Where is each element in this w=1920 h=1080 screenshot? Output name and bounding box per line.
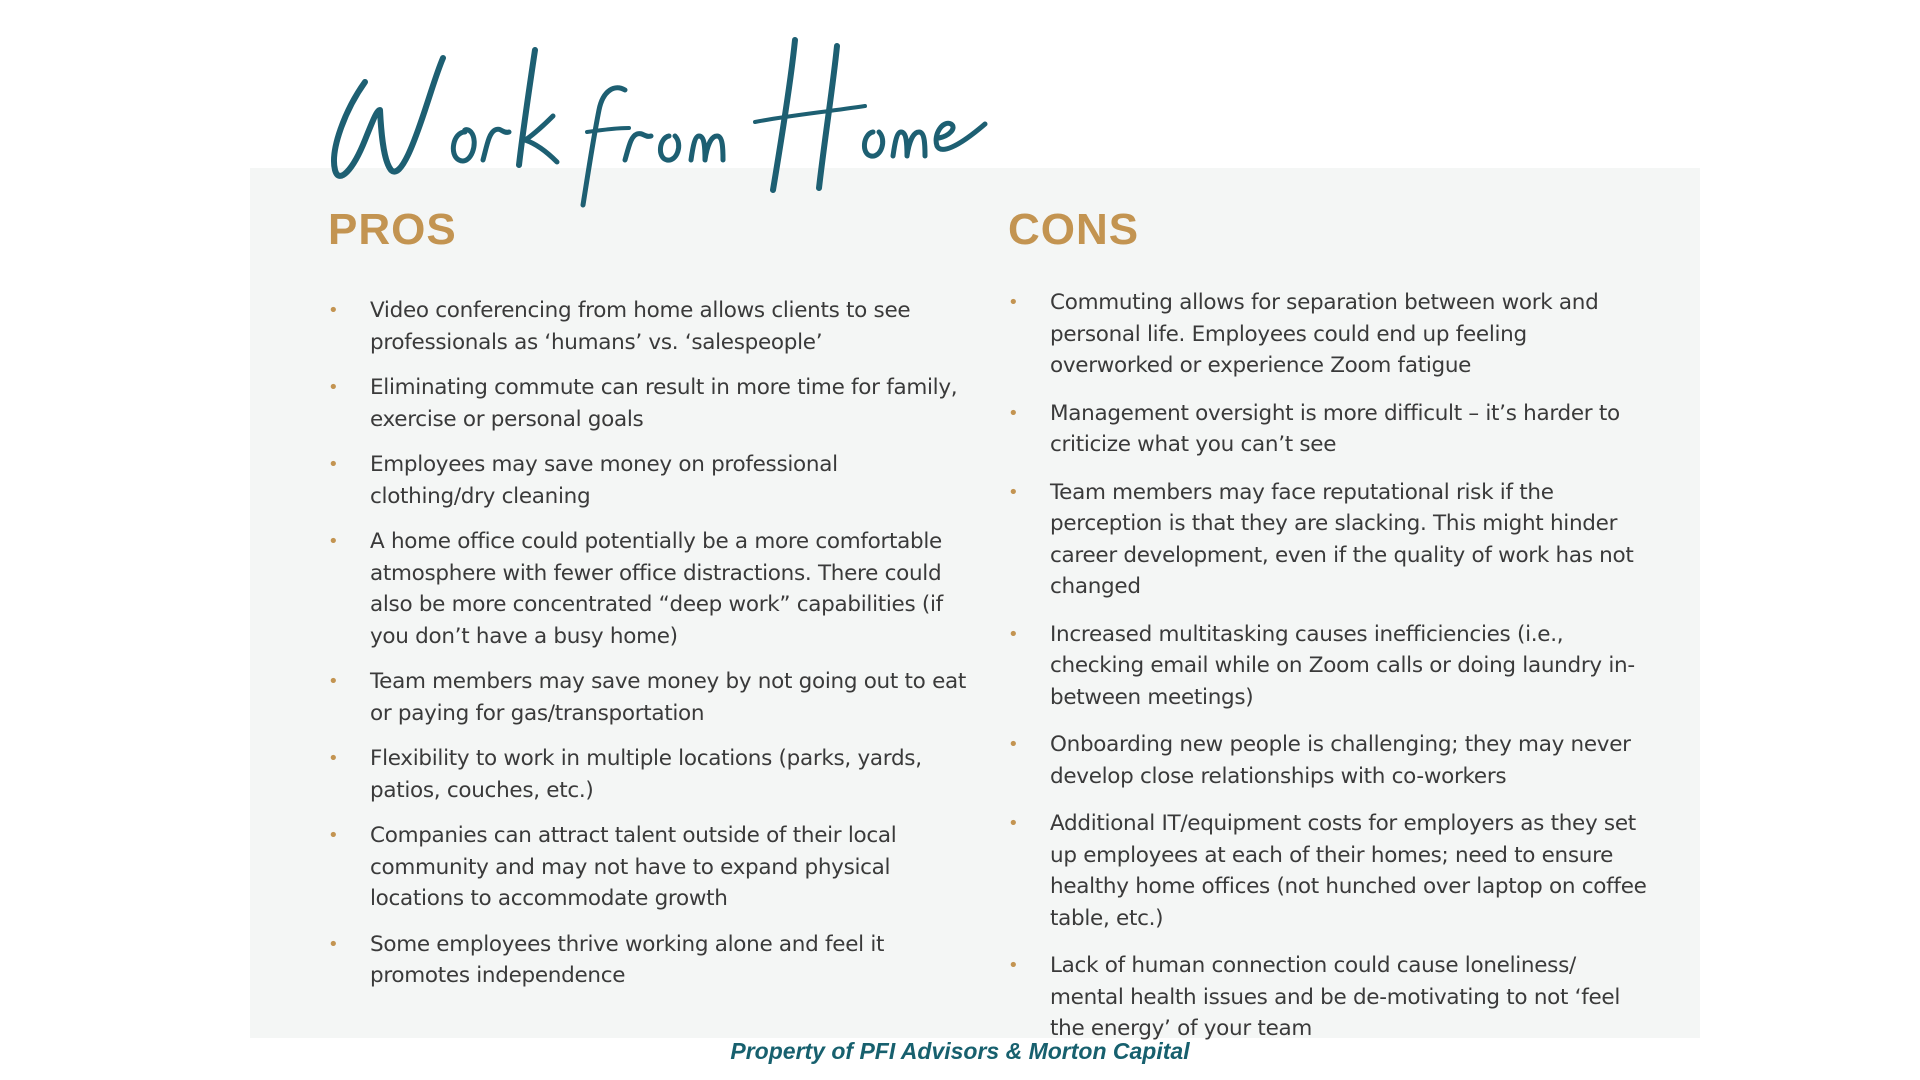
list-item-text: Team members may save money by not going out to eat or paying for gas/transportation [370, 669, 967, 726]
list-item-text: A home office could potentially be a more comfortable atmosphere with fewer office distractions. There could also be more concentrated “deep work” capabilities (if you don’t have a busy home) [370, 529, 943, 649]
list-item-text: Flexibility to work in multiple locations (parks, yards, patios, couches, etc.) [370, 746, 922, 803]
bullet-icon: • [328, 933, 339, 955]
list-item [328, 666, 968, 729]
bullet-icon: • [328, 377, 339, 398]
cons-list [1008, 287, 1648, 1045]
list-item [1008, 808, 1648, 934]
list-item-text: Additional IT/equipment costs for employers as they set up employees at each of their homes; need to ensure healthy home offices (not hunched over laptop on coffee table, etc.) [1050, 811, 1647, 931]
bullet-icon: • [328, 748, 339, 769]
bullet-icon: • [328, 671, 339, 692]
footer-attribution: Property of PFI Advisors & Morton Capital [730, 1038, 1190, 1064]
list-item-text: Some employees thrive working alone and feel it promotes independence [370, 931, 885, 988]
bullet-icon: • [1008, 734, 1019, 755]
cons-column [1008, 205, 1648, 1061]
bullet-icon: • [1008, 813, 1019, 834]
list-item-text: Management oversight is more difficult – it’s harder to criticize what you can’t see [1050, 400, 1620, 457]
bullet-icon: • [328, 454, 339, 475]
list-item [1008, 729, 1648, 792]
list-item-text: Increased multitasking causes inefficiencies (i.e., checking email while on Zoom calls or doing laundry in-between meetings) [1050, 621, 1635, 710]
bullet-icon: • [1008, 481, 1019, 503]
bullet-icon: • [1008, 292, 1019, 313]
list-item-text: Onboarding new people is challenging; they may never develop close relationships with co-workers [1050, 732, 1631, 789]
pros-list [328, 295, 968, 992]
list-item [1008, 287, 1648, 382]
script-title-lettering [325, 20, 1005, 210]
list-item-text: Eliminating commute can result in more time for family, exercise or personal goals [370, 375, 958, 432]
list-item [328, 372, 968, 435]
bullet-icon: • [1008, 955, 1019, 976]
list-item [328, 295, 968, 358]
list-item [1008, 398, 1648, 461]
list-item [328, 929, 968, 992]
pros-column [328, 205, 968, 1006]
list-item [328, 526, 968, 652]
list-item [1008, 477, 1648, 603]
bullet-icon: • [328, 825, 339, 846]
list-item-text: Team members may face reputational risk if the perception is that they are slacking. This might hinder career development, even if the quality of work has not changed [1050, 479, 1634, 599]
bullet-icon: • [1008, 402, 1019, 424]
list-item [328, 820, 968, 915]
list-item-text: Lack of human connection could cause loneliness/ mental health issues and be de-motivating to not ‘feel the energy’ of your team [1050, 953, 1621, 1041]
bullet-icon: • [328, 531, 339, 552]
script-title-logo [325, 20, 1005, 210]
list-item [1008, 619, 1648, 714]
bullet-icon: • [328, 300, 339, 321]
bullet-icon: • [1008, 623, 1019, 645]
list-item-text: Companies can attract talent outside of their local community and may not have to expand physical locations to accommodate growth [370, 823, 897, 911]
list-item-text: Employees may save money on professional clothing/dry cleaning [370, 452, 838, 509]
list-item [328, 743, 968, 806]
pros-heading: PROS [328, 205, 457, 254]
list-item [1008, 950, 1648, 1045]
list-item [328, 449, 968, 512]
cons-heading: CONS [1008, 205, 1140, 254]
list-item-text: Commuting allows for separation between work and personal life. Employees could end up feeling overworked or experience Zoom fatigue [1050, 290, 1599, 378]
list-item-text: Video conferencing from home allows clients to see professionals as ‘humans’ vs. ‘salespeople’ [370, 298, 911, 355]
